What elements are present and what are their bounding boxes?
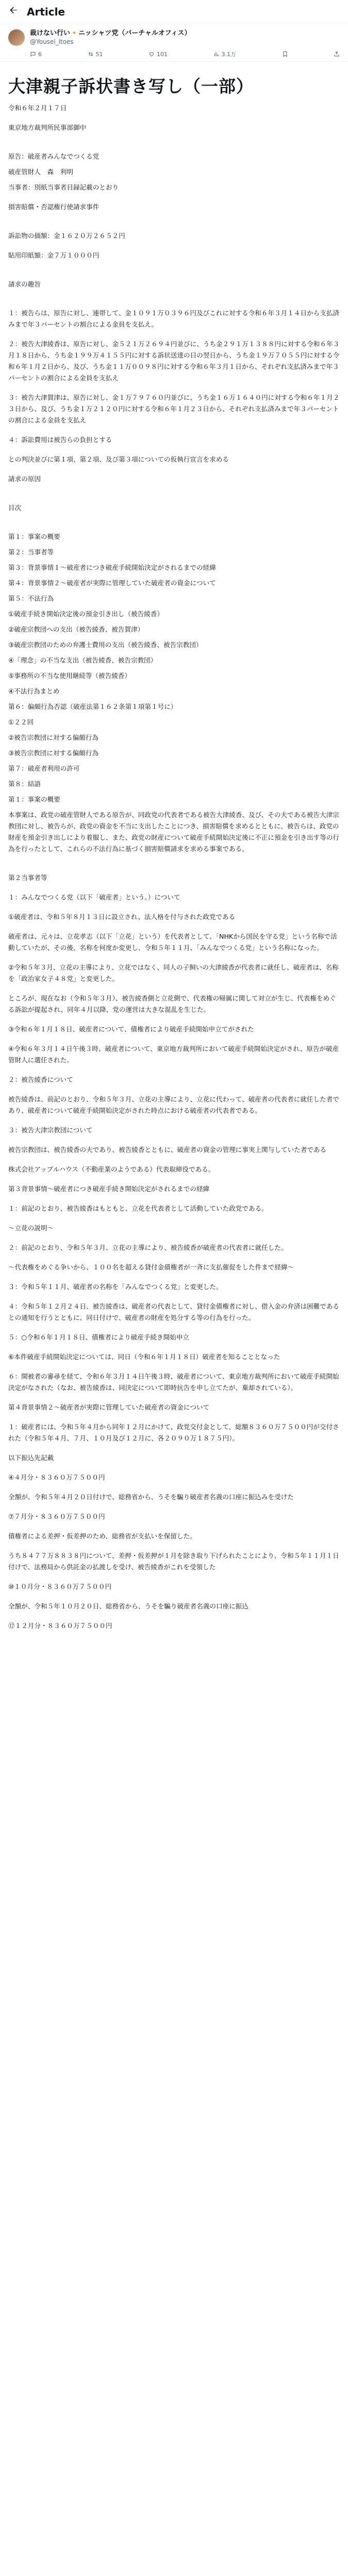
article-paragraph: 目次 [8, 504, 22, 512]
article-paragraph: 第２当事者等 [8, 874, 47, 882]
article-paragraph: ところが、現在なお（令和５年３月）、被告綾香側と立花側で、代表権の帰属に関して対立が生じ、代表権をめぐる訴訟が提起され、同年４月以降、党の運営は大きな混乱を生じた。 [8, 994, 336, 1013]
reply-button[interactable] [30, 50, 42, 58]
article-paragraph: 請求の原因 [8, 475, 41, 483]
article-paragraph: ～代表権をめぐる争いから、１００名を超える貸付金債権者が一斉に支払催促をした件まで経緯～ [8, 1263, 294, 1271]
top-bar [0, 0, 348, 24]
article-paragraph: ①破産者は、令和５年８月１３日に設立され、法人格を付与された政党である [8, 913, 236, 921]
article-paragraph: 令和６年２月１７日 [8, 104, 67, 112]
article-paragraph: 損害賠償・否認権行使請求事件 [8, 203, 100, 211]
article-paragraph: 以下振込先記載 [8, 1454, 54, 1462]
article-paragraph: ③令和６年１月１８日、破産者について、債権者により破産手続開始申立てがされた [8, 1025, 254, 1033]
author-handle[interactable]: @Yousei_itoes [30, 38, 74, 45]
article-paragraph: ②被告宗教団に対する偏頗行為 [8, 734, 99, 741]
article-paragraph: １：被告らは、原告に対し、連帯して、金１０９１万０３９６円及びこれに対する令和６年３月１４日から支払済みまで年３パーセントの割合による金員を支払え。 [8, 309, 340, 328]
author-row [0, 24, 348, 46]
article-paragraph: 破産管財人 森 利明 [8, 168, 73, 176]
article-body [0, 103, 348, 1632]
article-paragraph: ①２２回 [8, 718, 34, 726]
article-paragraph: １：破産者には、令和５年４月から同年１２月にかけて、政党交付金として、総額８３６０万７５００円が交付された（令和５年４月、７月、１０月及び１２月に、各２０９０万１８７５円）。 [8, 1423, 339, 1442]
article-paragraph: 第４背景事情２～破産者が実際に管理していた破産者の資金について [8, 1403, 210, 1411]
article-paragraph: ４：令和５年１２月２４日、被告綾香は、破産者の代表として、貸付金債権者に対し、借入金の弁済は困難であるとの通知を行うとともに、同日付けで、破産者の財産を処分する等の行為を行った。 [8, 1302, 340, 1321]
article-paragraph: ⑫１２月分・８３６０万７５００円 [8, 1622, 112, 1630]
article-paragraph: ～立花の説明～ [8, 1224, 54, 1232]
view-count: 3.1万 [221, 51, 236, 58]
article-paragraph: 訴訟物の価額：金１６２０万２６５２円 [8, 232, 125, 240]
article-paragraph: ３：被告大津賀津は、原告に対し、金１万７９７６０円並びに、うち金１６万１６４０円に対する令和６年１月２３日から、及び、うち金１万２１２０円に対する令和６年１月２３日から、それぞれ支払済みまで年３パーセントの割合による金員を支払え [8, 394, 340, 424]
repost-count: 51 [95, 50, 103, 58]
article-paragraph: ３：令和５年１１月、破産者の名称を「みんなでつくる党」と変更した。 [8, 1283, 223, 1291]
article-paragraph: 第２：当事者等 [8, 548, 54, 556]
article-paragraph: １：みんなでつくる党（以下「破産者」という。）について [8, 893, 180, 901]
repost-icon [88, 51, 94, 57]
article-paragraph: 第３：背景事情１～破産者につき破産手続開始決定がされるまでの経緯 [8, 564, 216, 571]
article-paragraph: ３：被告大津宗教団について [8, 1126, 93, 1134]
article-paragraph: 請求の趣旨 [8, 280, 41, 288]
article-paragraph: ④４月分・８３６０万７５００円 [8, 1473, 105, 1481]
article-paragraph: 被告綾香は、前記のとおり、令和５年３月、立花の主導により、立花に代わって、破産者の代表者に就任した者であり、破産者について破産手続開始決定がされた時点における破産者の代表者である。 [8, 1095, 339, 1114]
article-paragraph: 全額が、令和５年１０月２０日、総務省から、うそを騙り破産者名義の口座に振込 [8, 1602, 248, 1610]
author-name[interactable]: 裁けない行い🔸ニッシャツ党（バーチャルオフィス） [30, 29, 191, 37]
article-paragraph: ④令和６年３月１４日午後３時、破産者について、東京地方裁判所において破産手続開始決定がされ、原告が破産管財人に選任された。 [8, 1045, 339, 1064]
article-paragraph: 全額が、令和５年４月２０日付けで、総務省から、うそを騙り破産者名義の口座に振込みを受けた [8, 1493, 294, 1501]
article-paragraph: ③被告宗教団に対する偏頗行為 [8, 749, 99, 757]
like-count: 101 [157, 50, 168, 58]
article-paragraph: ⑥本件破産手続開始決定については、同日（令和６年１月１８日）破産者を知ることとなった [8, 1353, 280, 1361]
article-paragraph: 第４：背景事情２～破産者が実際に管理していた破産者の資金について [8, 579, 216, 587]
article-paragraph: 第１：事案の概要 [8, 795, 60, 803]
article-title: 大津親子訴状書き写し（一部） [8, 76, 254, 96]
back-arrow-icon[interactable] [8, 5, 27, 19]
article-paragraph: ②令和５年３月、立花の主導により、立花ではなく、同人の子飼いの大津綾香が代表者に就任し、破産者は、名称を「政治家女子４８党」と変更した。 [8, 963, 339, 982]
article-paragraph: 当事者：別紙当事者目録記載のとおり [8, 183, 119, 191]
article-paragraph: ２：被告大津綾香は、原告に対し、金５２１万２６９４円並びに、うち金２９１万１３８８円に対する令和６年３月１８日から、うち金１９９万４１５５円に対する訴状送達の日の翌日から、うち金１９万７０５５円に対する令和６年１月２日から、及び、うち金１１万００９８円に対する令和６年３月１日から、それぞれ支払済みまで年３パーセントの割合による金員を支払え [8, 340, 340, 382]
article-paragraph: ２：被告綾香について [8, 1076, 73, 1083]
article-paragraph: 債権者による差押・仮差押のため、総務省が支払いを保留した。 [8, 1532, 196, 1540]
article-paragraph: ６：開被者の審尋を経て、令和６年３月１４日午後３時、破産者について、東京地方裁判所において破産手続開始決定がなされた（なお、被告綾香は、同決定について即時抗告を申し立てたが、棄却されている）。 [8, 1372, 339, 1392]
article-paragraph: ④「理念」の不当な支出（被告綾香、被告宗教団） [8, 656, 157, 664]
article-paragraph: 第７：破産者利用の許可 [8, 765, 80, 772]
views-button[interactable] [213, 50, 237, 58]
article-paragraph: ④不法行為まとめ [8, 687, 60, 695]
article-paragraph: 貼用印紙額：金７万１０００円 [8, 251, 100, 259]
reply-icon [30, 51, 36, 57]
bookmark-icon [282, 51, 288, 57]
article-paragraph: ２：前記のとおり、令和５年３月、立花の主導により、被告綾香が破産者の代表者に就任した。 [8, 1244, 288, 1251]
article-paragraph: 第８：結語 [8, 780, 41, 788]
share-icon [334, 51, 340, 57]
article-paragraph: ⑦７月分・８３６０万７５００円 [8, 1513, 105, 1520]
article-paragraph: 第５：不法行為 [8, 595, 54, 602]
article-paragraph: ①破産手続き開始決定後の預金引き出し（被告綾香） [8, 610, 163, 618]
page-title: Article [27, 6, 65, 18]
article-paragraph: との判決並びに第１項、第２項、及び第３項についての仮執行宣言を求める [8, 455, 229, 463]
reply-count: 6 [38, 50, 42, 58]
article-paragraph: １：前記のとおり、被告綾香はもともと、立花を代表者として活動していた政党である。 [8, 1205, 268, 1212]
engagement-bar [0, 46, 348, 62]
article-paragraph: 株式会社アップルハウス（不動産業のようである）代表取締役である。 [8, 1165, 215, 1173]
bookmark-button[interactable] [282, 50, 288, 58]
article-paragraph: 破産者は、元々は、立花孝志（以下「立花」という）を代表者として、「NHKから国民を守る党」という名称で活動していたが、その後、名称を何度か変更し、令和５年１１月、「みんなでつくる党」という名称になった。 [8, 933, 337, 952]
views-icon [213, 51, 220, 57]
article-paragraph: ４：訴訟費用は被告らの負担とする [8, 436, 112, 444]
avatar[interactable] [8, 29, 25, 46]
article-paragraph: ②破産宗教団への支出（被告綾香、被告賀津） [8, 625, 144, 633]
article-paragraph: 本事案は、政党の破産管財人である原告が、同政党の代表者である被告大津綾香、及び、その夫である被告大津宗教団に対し、被告らが、政党の資金を不当に支出したことにつき、損害賠償を求めるとともに、被告らは、政党の財産を預金引き出しにより着服し、また、政党の財産について破産手続開始決定後に不正に預金を引き出す等の行為を行ったとして、これらの不法行為に基づく損害賠償請求を求める事案である。 [8, 811, 340, 853]
repost-button[interactable] [88, 50, 103, 58]
article-paragraph: うち８４７７万８８３８円について、差押・仮差押が１月を除き取り下げられたことにより、令和５年１１月１日付けで、法務局から供託金の払渡しを受け、被告綾香がこれを受領した [8, 1552, 339, 1571]
heart-icon [148, 51, 155, 57]
article-paragraph: 第６：偏頗行為否認（破産法第１６２条第１項第１号に） [8, 703, 177, 710]
article-paragraph: ⑤事務所の不当な使用継続等（被告綾香） [8, 672, 131, 680]
article-paragraph: ５：○令和６年１月１８日、債権者により破産手続き開始申立 [8, 1333, 190, 1341]
article-paragraph: ⑩１０月分・８３６０万７５００円 [8, 1583, 112, 1590]
article-paragraph: 被告宗教団は、被告綾香の夫であり、被告綾香とともに、破産者の資金の管理に事実上関与していた者である [8, 1146, 327, 1154]
article-paragraph: ③破産宗教団のための弁護士費用の支出（被告綾香、被告宗教団） [8, 641, 203, 649]
article-paragraph: 第１：事案の概要 [8, 533, 60, 540]
article-paragraph: 原告：破産者みんなでつくる党 [8, 152, 100, 160]
share-button[interactable] [334, 50, 340, 58]
like-button[interactable] [148, 50, 168, 58]
article-paragraph: 第３背景事情～破産者につき破産手続き開始決定がされるまでの経緯 [8, 1185, 210, 1193]
article-paragraph: 東京地方裁判所民事部御中 [8, 124, 87, 131]
